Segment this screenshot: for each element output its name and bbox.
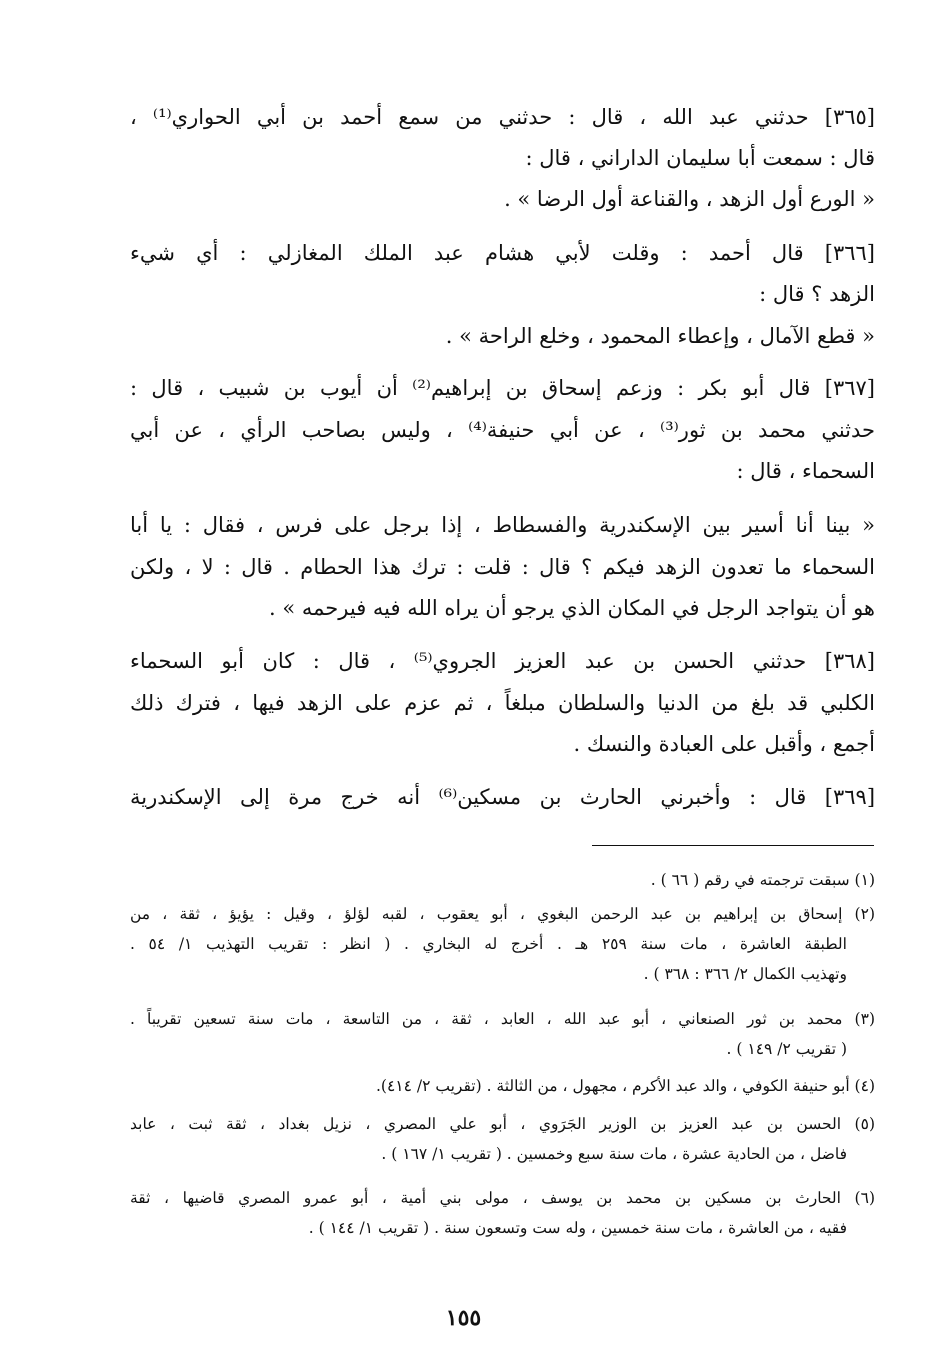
footnote-2-line-2: الطبقة العاشرة ، مات سنة ٢٥٩ هـ . أخرج له البخاري . ( انظر : تقريب التهذيب ١/ ٥٤ . (130, 935, 847, 953)
entry-367-line-5: السحماء ما تعدون الزهد فيكم ؟ قال : قلت : ترك هذا الحطام . قال : لا ، ولكن (130, 555, 875, 579)
entry-368-line-3: أجمع ، وأقبل على العبادة والنسك . (573, 732, 875, 756)
entry-366-line-2: الزهد ؟ قال : (759, 282, 875, 306)
entry-365-line-3: « الورع أول الزهد ، والقناعة أول الرضا » . (504, 187, 875, 211)
footnote-3-line-1: (٣) محمد بن ثور الصنعاني ، أبو عبد الله ، العابد ، ثقة ، من التاسعة ، مات سنة تسعين تقريباً . (130, 1010, 875, 1028)
footnote-6-line-2: فقيه ، من العاشرة ، مات سنة خمسين ، وله ست وتسعون سنة . ( تقريب ١/ ١٤٤ ) . (308, 1219, 847, 1237)
entry-365-line-1: [٣٦٥] حدثني عبد الله ، قال : حدثني من سمع أحمد بن أبي الحواري⁽¹⁾ ، (130, 105, 875, 129)
entry-367-line-4: « بينا أنا أسير بين الإسكندرية والفسطاط ، إذا برجل على فرس ، فقال : يا أبا (130, 513, 875, 537)
entry-366-line-3: « قطع الآمال ، وإعطاء المحمود ، وخلع الراحة » . (445, 324, 875, 348)
entry-367-line-1: [٣٦٧] قال أبو بكر : وزعم إسحاق بن إبراهيم⁽²⁾ أن أيوب بن شبيب ، قال : (130, 376, 875, 400)
entry-367-line-2: حدثني محمد بن ثور⁽³⁾ ، عن أبي حنيفة⁽⁴⁾ ، وليس بصاحب الرأي ، عن أبي (130, 418, 876, 442)
entry-367-line-3: السحماء ، قال : (736, 459, 875, 483)
entry-365-line-2: قال : سمعت أبا سليمان الداراني ، قال : (525, 146, 875, 170)
footnote-3-line-2: ( تقريب ٢/ ١٤٩ ) . (726, 1040, 847, 1058)
footnote-1-line-1: (١) سبقت ترجمته في رقم ( ٦٦ ) . (650, 871, 875, 889)
footnote-2-line-3: وتهذيب الكمال ٢/ ٣٦٦ : ٣٦٨ ) . (643, 965, 847, 983)
page-number: ١٥٥ (445, 1305, 482, 1331)
footnote-5-line-2: فاضل ، من الحادية عشرة ، مات سنة سبع وخمسين . ( تقريب ١/ ١٦٧ ) . (381, 1145, 847, 1163)
footnote-6-line-1: (٦) الحارث بن مسكين بن محمد بن يوسف ، مولى بني أمية ، أبو عمرو المصري قاضيها ، ثقة (130, 1189, 875, 1207)
entry-368-line-2: الكلبي قد بلغ من الدنيا والسلطان مبلغاً ، ثم عزم على الزهد فيها ، فترك ذلك (130, 691, 875, 715)
footnote-separator (592, 845, 874, 846)
entry-369-line-1: [٣٦٩] قال : وأخبرني الحارث بن مسكين⁽⁶⁾ أنه خرج مرة إلى الإسكندرية (130, 785, 876, 809)
entry-367-line-6: هو أن يتواجد الرجل في المكان الذي يرجو أن يراه الله فيه فيرحمه » . (269, 596, 875, 620)
entry-368-line-1: [٣٦٨] حدثني الحسن بن عبد العزيز الجروي⁽⁵⁾ ، قال : كان أبو السحماء (130, 649, 875, 673)
footnote-4-line-1: (٤) أبو حنيفة الكوفي ، والد عبد الأكرم ، مجهول ، من الثالثة . (تقريب ٢/ ٤١٤). (375, 1077, 875, 1095)
footnote-5-line-1: (٥) الحسن بن عبد العزيز بن الوزير الجَرَوي ، أبو علي المصري ، نزيل بغداد ، ثقة ثبت ، عابد (130, 1115, 875, 1133)
entry-366-line-1: [٣٦٦] قال أحمد : وقلت لأبي هشام عبد الملك المغازلي : أي شيء (130, 241, 875, 265)
footnote-2-line-1: (٢) إسحاق بن إبراهيم بن عبد الرحمن البغوي ، أبو يعقوب ، لقبه لؤلؤ ، وقيل : يؤيؤ ، ثقة ، من (130, 905, 875, 923)
